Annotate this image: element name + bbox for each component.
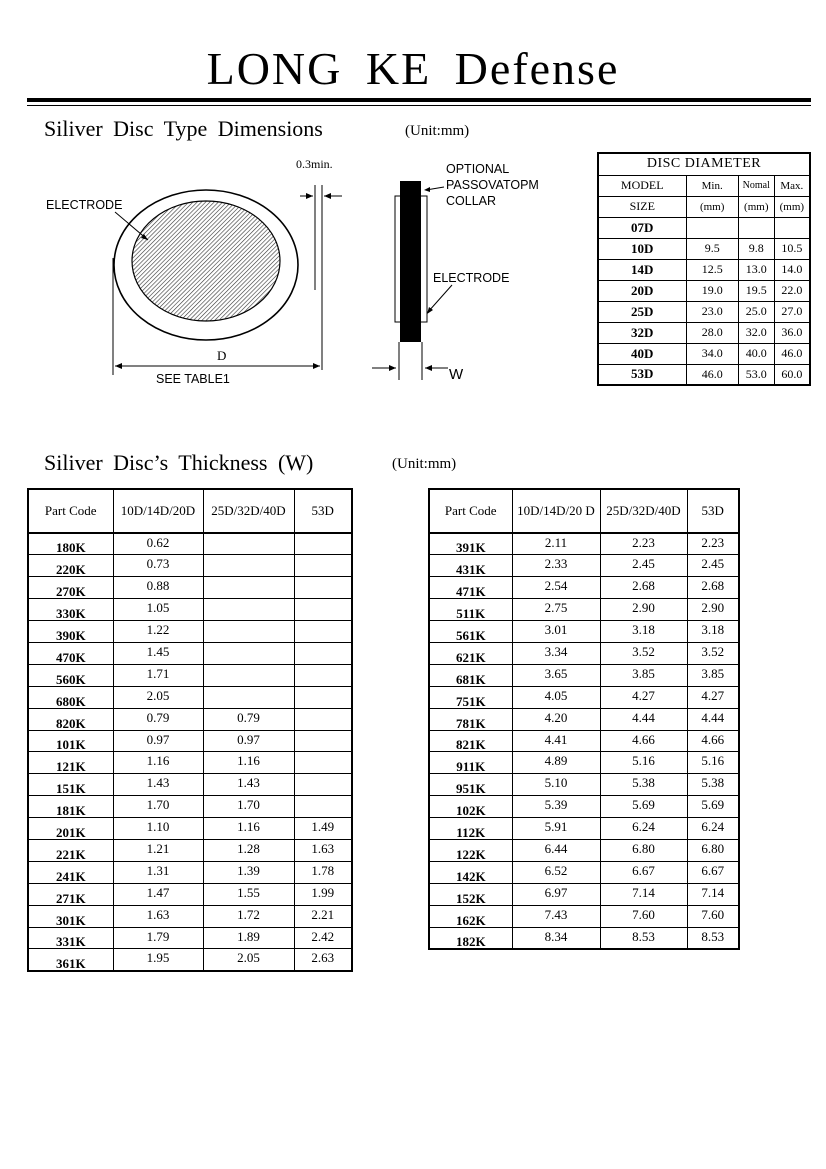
thickness-cell: 2.63 [294, 949, 352, 971]
thickness-cell: 4.27 [600, 686, 687, 708]
thickness-cell: 3.65 [512, 664, 600, 686]
thickness-cell: 8.53 [600, 927, 687, 949]
table-row [28, 730, 352, 752]
part-code-cell: 951K [429, 774, 512, 796]
title-rule-thin [27, 105, 811, 106]
title-rule-thick [27, 98, 811, 102]
dd-cell-max: 22.0 [774, 280, 810, 301]
thickness-cell: 0.79 [203, 708, 294, 730]
thickness-cell: 3.85 [600, 664, 687, 686]
table-row [28, 621, 352, 643]
part-code-cell: 821K [429, 730, 512, 752]
thickness-cell: 6.80 [687, 839, 739, 861]
thickness-cell: 1.99 [294, 883, 352, 905]
table-row [28, 927, 352, 949]
table-row [429, 905, 739, 927]
thickness-cell: 3.18 [600, 621, 687, 643]
gap-label: 0.3min. [296, 157, 333, 171]
part-code-cell: 751K [429, 686, 512, 708]
thickness-cell: 2.75 [512, 599, 600, 621]
thickness-cell: 2.05 [203, 949, 294, 971]
part-code-cell: 121K [28, 752, 113, 774]
part-code-cell: 122K [429, 839, 512, 861]
thickness-cell [203, 621, 294, 643]
part-code-cell: 471K [429, 577, 512, 599]
table-row [28, 686, 352, 708]
dd-cell-min: 34.0 [686, 343, 738, 364]
table-row [28, 861, 352, 883]
dd-cell-size: 10D [598, 238, 686, 259]
thickness-cell: 6.44 [512, 839, 600, 861]
thickness-cell: 1.55 [203, 883, 294, 905]
unit-max: (mm) [774, 196, 810, 217]
dd-cell-max: 46.0 [774, 343, 810, 364]
thickness-cell: 2.90 [600, 599, 687, 621]
thickness-cell: 5.16 [687, 752, 739, 774]
disc-diagram [0, 140, 560, 390]
part-code-cell: 390K [28, 621, 113, 643]
d-label: D [217, 348, 227, 363]
thickness-cell: 4.05 [512, 686, 600, 708]
col-max: Max. [774, 175, 810, 196]
disc-diameter-row [598, 217, 810, 238]
part-code-cell: 152K [429, 883, 512, 905]
table-row [28, 839, 352, 861]
dd-cell-size: 53D [598, 364, 686, 385]
thickness-cell: 8.34 [512, 927, 600, 949]
table-row [429, 818, 739, 840]
thickness-cell: 1.39 [203, 861, 294, 883]
thickness-cell: 7.14 [600, 883, 687, 905]
part-code-cell: 361K [28, 949, 113, 971]
thickness-header: 25D/32D/40D [600, 489, 687, 533]
disc-electrode [132, 201, 280, 321]
dd-cell-min [686, 217, 738, 238]
thickness-cell [294, 621, 352, 643]
page-title: LONG KE Defense [206, 43, 620, 94]
thickness-cell: 2.68 [687, 577, 739, 599]
thickness-cell: 1.49 [294, 818, 352, 840]
table-row [28, 664, 352, 686]
disc-diameter-row [598, 280, 810, 301]
table-row [28, 905, 352, 927]
thickness-cell: 1.43 [113, 774, 203, 796]
dd-cell-nomal: 19.5 [738, 280, 774, 301]
thickness-cell: 1.22 [113, 621, 203, 643]
disc-diameter-title: DISC DIAMETER [598, 153, 810, 175]
thickness-header: 53D [687, 489, 739, 533]
part-code-cell: 270K [28, 577, 113, 599]
thickness-cell: 2.23 [687, 533, 739, 555]
table-row [28, 774, 352, 796]
table-row [28, 796, 352, 818]
thickness-cell [294, 708, 352, 730]
dd-cell-nomal [738, 217, 774, 238]
thickness-cell [203, 555, 294, 577]
thickness-cell: 2.05 [113, 686, 203, 708]
thickness-cell: 1.31 [113, 861, 203, 883]
collar-label-1: OPTIONAL [446, 162, 510, 176]
thickness-header: Part Code [429, 489, 512, 533]
dd-cell-max [774, 217, 810, 238]
dd-cell-nomal: 53.0 [738, 364, 774, 385]
dd-cell-size: 07D [598, 217, 686, 238]
dd-cell-max: 36.0 [774, 322, 810, 343]
table-row [28, 949, 352, 971]
thickness-cell: 1.16 [203, 818, 294, 840]
part-code-cell: 511K [429, 599, 512, 621]
part-code-cell: 271K [28, 883, 113, 905]
thickness-cell: 5.38 [687, 774, 739, 796]
electrode-label: ELECTRODE [46, 198, 123, 212]
dd-cell-nomal: 40.0 [738, 343, 774, 364]
dd-cell-nomal: 13.0 [738, 259, 774, 280]
w-label: W [449, 366, 464, 383]
thickness-cell: 2.68 [600, 577, 687, 599]
part-code-cell: 102K [429, 796, 512, 818]
part-code-cell: 182K [429, 927, 512, 949]
part-code-cell: 560K [28, 664, 113, 686]
thickness-cell: 6.67 [687, 861, 739, 883]
size-label: SIZE [598, 196, 686, 217]
thickness-cell: 1.79 [113, 927, 203, 949]
part-code-cell: 221K [28, 839, 113, 861]
thickness-cell [203, 642, 294, 664]
table-row [28, 818, 352, 840]
dd-cell-size: 14D [598, 259, 686, 280]
table-row [429, 730, 739, 752]
thickness-cell: 1.89 [203, 927, 294, 949]
thickness-cell [294, 796, 352, 818]
part-code-cell: 781K [429, 708, 512, 730]
thickness-cell: 1.95 [113, 949, 203, 971]
thickness-cell: 1.47 [113, 883, 203, 905]
thickness-cell: 8.53 [687, 927, 739, 949]
thickness-cell: 2.42 [294, 927, 352, 949]
table-row [28, 533, 352, 555]
thickness-cell: 0.97 [113, 730, 203, 752]
thickness-cell: 2.45 [600, 555, 687, 577]
thickness-cell: 2.33 [512, 555, 600, 577]
thickness-cell: 6.97 [512, 883, 600, 905]
thickness-cell: 5.16 [600, 752, 687, 774]
thickness-cell: 2.21 [294, 905, 352, 927]
dd-cell-min: 46.0 [686, 364, 738, 385]
table-row [28, 883, 352, 905]
disc-diameter-row [598, 238, 810, 259]
thickness-cell: 2.23 [600, 533, 687, 555]
thickness-cell: 1.28 [203, 839, 294, 861]
thickness-cell: 1.70 [113, 796, 203, 818]
table-row [429, 883, 739, 905]
table-row [429, 642, 739, 664]
thickness-cell: 0.79 [113, 708, 203, 730]
thickness-cell: 4.20 [512, 708, 600, 730]
collar-label-2: PASSOVATOPM [446, 178, 539, 192]
collar-label-3: COLLAR [446, 194, 497, 208]
thickness-table-right [428, 488, 740, 950]
table-row [429, 577, 739, 599]
part-code-cell: 911K [429, 752, 512, 774]
table-row [429, 686, 739, 708]
thickness-cell: 6.24 [687, 818, 739, 840]
side-electrode-label: ELECTRODE [433, 271, 510, 285]
dd-cell-max: 14.0 [774, 259, 810, 280]
thickness-cell: 0.88 [113, 577, 203, 599]
thickness-cell: 4.89 [512, 752, 600, 774]
thickness-cell: 5.91 [512, 818, 600, 840]
thickness-cell: 4.27 [687, 686, 739, 708]
thickness-cell: 2.90 [687, 599, 739, 621]
part-code-cell: 681K [429, 664, 512, 686]
thickness-cell: 3.52 [600, 642, 687, 664]
thickness-cell: 5.69 [600, 796, 687, 818]
part-code-cell: 101K [28, 730, 113, 752]
table-row [429, 861, 739, 883]
part-code-cell: 241K [28, 861, 113, 883]
thickness-header: 25D/32D/40D [203, 489, 294, 533]
thickness-cell [294, 664, 352, 686]
part-code-cell: 331K [28, 927, 113, 949]
table-row [429, 774, 739, 796]
thickness-cell: 6.67 [600, 861, 687, 883]
thickness-cell: 4.44 [600, 708, 687, 730]
dd-cell-min: 9.5 [686, 238, 738, 259]
part-code-cell: 621K [429, 642, 512, 664]
thickness-cell: 5.39 [512, 796, 600, 818]
thickness-header: 53D [294, 489, 352, 533]
col-nomal: Nomal [738, 175, 774, 196]
thickness-cell: 2.45 [687, 555, 739, 577]
thickness-cell [294, 577, 352, 599]
thickness-header: 10D/14D/20D [113, 489, 203, 533]
thickness-cell: 4.44 [687, 708, 739, 730]
table-row [28, 599, 352, 621]
thickness-cell: 3.34 [512, 642, 600, 664]
thickness-cell [294, 555, 352, 577]
thickness-cell: 1.16 [113, 752, 203, 774]
part-code-cell: 301K [28, 905, 113, 927]
dd-cell-size: 25D [598, 301, 686, 322]
thickness-cell [294, 730, 352, 752]
table-row [429, 621, 739, 643]
thickness-cell: 2.54 [512, 577, 600, 599]
thickness-header: 10D/14D/20 D [512, 489, 600, 533]
thickness-cell: 1.05 [113, 599, 203, 621]
col-min: Min. [686, 175, 738, 196]
dd-cell-size: 40D [598, 343, 686, 364]
dd-cell-max: 10.5 [774, 238, 810, 259]
side-disc [400, 181, 421, 342]
dimensions-title: Siliver Disc Type Dimensions [44, 116, 323, 141]
col-model: MODEL [598, 175, 686, 196]
part-code-cell: 142K [429, 861, 512, 883]
part-code-cell: 561K [429, 621, 512, 643]
unit-min: (mm) [686, 196, 738, 217]
thickness-cell: 7.60 [600, 905, 687, 927]
part-code-cell: 330K [28, 599, 113, 621]
table-row [429, 708, 739, 730]
thickness-header: Part Code [28, 489, 113, 533]
part-code-cell: 470K [28, 642, 113, 664]
dd-cell-nomal: 9.8 [738, 238, 774, 259]
table-row [429, 664, 739, 686]
table-row [429, 599, 739, 621]
thickness-cell [294, 774, 352, 796]
dd-cell-min: 23.0 [686, 301, 738, 322]
thickness-cell: 7.60 [687, 905, 739, 927]
thickness-cell: 5.10 [512, 774, 600, 796]
thickness-cell: 7.14 [687, 883, 739, 905]
dd-cell-nomal: 32.0 [738, 322, 774, 343]
part-code-cell: 201K [28, 818, 113, 840]
disc-diameter-row [598, 343, 810, 364]
thickness-cell: 4.66 [600, 730, 687, 752]
thickness-title: Siliver Disc’s Thickness (W) [44, 450, 314, 475]
thickness-cell: 4.41 [512, 730, 600, 752]
part-code-cell: 431K [429, 555, 512, 577]
table-row [429, 533, 739, 555]
thickness-cell: 3.85 [687, 664, 739, 686]
table-row [28, 708, 352, 730]
thickness-cell: 1.63 [294, 839, 352, 861]
dd-cell-min: 28.0 [686, 322, 738, 343]
unit-nomal: (mm) [738, 196, 774, 217]
table-row [429, 927, 739, 949]
table-row [28, 555, 352, 577]
thickness-cell [203, 577, 294, 599]
see-table-label: SEE TABLE1 [156, 372, 230, 386]
thickness-cell: 2.11 [512, 533, 600, 555]
disc-diameter-row [598, 259, 810, 280]
dd-cell-max: 27.0 [774, 301, 810, 322]
thickness-cell [294, 642, 352, 664]
thickness-cell [294, 686, 352, 708]
thickness-cell: 5.69 [687, 796, 739, 818]
thickness-cell: 0.62 [113, 533, 203, 555]
part-code-cell: 680K [28, 686, 113, 708]
thickness-cell: 5.38 [600, 774, 687, 796]
thickness-cell: 3.18 [687, 621, 739, 643]
thickness-cell: 0.73 [113, 555, 203, 577]
thickness-cell [203, 599, 294, 621]
disc-diameter-row [598, 322, 810, 343]
table-row [28, 752, 352, 774]
part-code-cell: 220K [28, 555, 113, 577]
dd-cell-size: 20D [598, 280, 686, 301]
thickness-cell: 1.63 [113, 905, 203, 927]
dd-cell-size: 32D [598, 322, 686, 343]
thickness-cell: 1.10 [113, 818, 203, 840]
thickness-cell: 3.01 [512, 621, 600, 643]
thickness-cell: 6.80 [600, 839, 687, 861]
thickness-cell: 1.16 [203, 752, 294, 774]
thickness-cell: 1.45 [113, 642, 203, 664]
dd-cell-nomal: 25.0 [738, 301, 774, 322]
thickness-cell: 3.52 [687, 642, 739, 664]
thickness-cell: 1.21 [113, 839, 203, 861]
thickness-cell: 1.78 [294, 861, 352, 883]
table-row [28, 577, 352, 599]
table-row [429, 796, 739, 818]
thickness-cell: 7.43 [512, 905, 600, 927]
thickness-cell: 4.66 [687, 730, 739, 752]
thickness-unit: (Unit:mm) [392, 456, 457, 472]
thickness-cell [294, 752, 352, 774]
thickness-table-left [27, 488, 353, 972]
table-row [429, 839, 739, 861]
disc-diameter-table [597, 152, 811, 386]
part-code-cell: 820K [28, 708, 113, 730]
table-row [429, 752, 739, 774]
thickness-cell: 1.71 [113, 664, 203, 686]
part-code-cell: 391K [429, 533, 512, 555]
thickness-cell: 1.70 [203, 796, 294, 818]
thickness-cell: 6.52 [512, 861, 600, 883]
thickness-cell [203, 664, 294, 686]
thickness-cell: 6.24 [600, 818, 687, 840]
table-row [28, 642, 352, 664]
thickness-cell [203, 686, 294, 708]
part-code-cell: 180K [28, 533, 113, 555]
thickness-cell [203, 533, 294, 555]
thickness-cell: 1.43 [203, 774, 294, 796]
thickness-cell [294, 533, 352, 555]
thickness-cell: 0.97 [203, 730, 294, 752]
part-code-cell: 181K [28, 796, 113, 818]
table-row [429, 555, 739, 577]
thickness-cell: 1.72 [203, 905, 294, 927]
dd-cell-min: 12.5 [686, 259, 738, 280]
dd-cell-max: 60.0 [774, 364, 810, 385]
disc-diameter-row [598, 301, 810, 322]
thickness-cell [294, 599, 352, 621]
part-code-cell: 112K [429, 818, 512, 840]
dd-cell-min: 19.0 [686, 280, 738, 301]
part-code-cell: 162K [429, 905, 512, 927]
part-code-cell: 151K [28, 774, 113, 796]
disc-diameter-row [598, 364, 810, 385]
dimensions-unit: (Unit:mm) [405, 123, 470, 139]
